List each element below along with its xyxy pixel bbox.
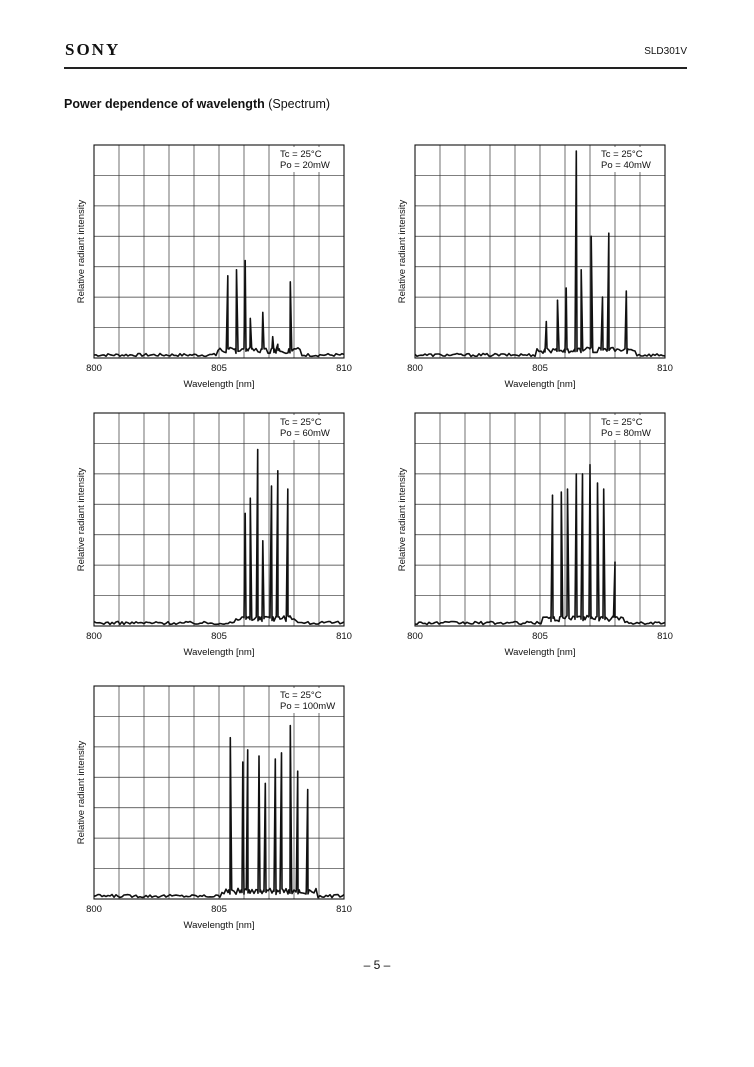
x-tick-label: 805: [532, 363, 548, 374]
spectrum-peak-807.9: [290, 725, 291, 726]
spectrum-peak-807: [589, 464, 590, 465]
spectrum-peak-806.3: [250, 498, 251, 499]
x-tick-label: 800: [86, 631, 102, 642]
chart-svg: [64, 681, 354, 931]
chart-svg: [385, 408, 675, 658]
spectrum-peak-808: [614, 562, 615, 563]
plot-grid: [94, 145, 344, 358]
spectrum-chart-80mw: [385, 408, 675, 658]
x-axis-label: Wavelength [nm]: [183, 920, 255, 931]
x-tick-label: 805: [211, 904, 227, 915]
spectrum-peak-806.1: [245, 513, 246, 514]
x-tick-label: 810: [336, 631, 352, 642]
spectrum-peak-806.5: [576, 151, 577, 152]
spectrum-peak-806.6: [257, 449, 258, 450]
spectrum-peak-807.6: [603, 489, 604, 490]
section-title-rest: (Spectrum): [264, 97, 331, 111]
spectrum-peak-807.3: [597, 482, 598, 483]
spectrum-peak-806.2: [247, 749, 248, 750]
spectrum-peak-806.1: [245, 260, 246, 261]
spectrum-peak-806.3: [250, 318, 251, 319]
y-axis-label: Relative radiant intensity: [397, 199, 408, 304]
condition-annotation: [276, 415, 340, 440]
spectrum-peak-805.3: [546, 321, 547, 322]
spectrum-peak-807.4: [277, 344, 278, 345]
chart-svg: [64, 140, 354, 390]
x-axis-label: Wavelength [nm]: [183, 647, 255, 658]
spectrum-chart-60mw: [64, 408, 354, 658]
spectrum-peak-805.5: [230, 737, 231, 738]
spectrum-peak-805.7: [557, 300, 558, 301]
annotation-line: Po = 100mW: [280, 701, 336, 712]
condition-annotation: [276, 147, 340, 172]
annotation-line: Po = 20mW: [280, 160, 330, 171]
x-tick-label: 805: [211, 631, 227, 642]
y-axis-label: Relative radiant intensity: [397, 467, 408, 572]
spectrum-peak-806.6: [258, 755, 259, 756]
x-tick-label: 810: [336, 363, 352, 374]
spectrum-peak-806.8: [262, 540, 263, 541]
spectrum-peak-806.9: [265, 783, 266, 784]
spectrum-chart-100mw: [64, 681, 354, 931]
spectrum-peak-807.4: [277, 470, 278, 471]
spectrum-peak-808.6: [307, 789, 308, 790]
page-header: [64, 38, 687, 68]
annotation-line: Po = 60mW: [280, 428, 330, 439]
annotation-line: Po = 80mW: [601, 428, 651, 439]
spectrum-chart-40mw: [385, 140, 675, 390]
spectrum-peak-806.1: [566, 287, 567, 288]
x-tick-label: 810: [657, 363, 673, 374]
condition-annotation: [597, 147, 661, 172]
x-tick-label: 800: [407, 631, 423, 642]
x-tick-label: 800: [407, 363, 423, 374]
y-axis-label: Relative radiant intensity: [76, 467, 87, 572]
spectrum-peak-806.5: [576, 473, 577, 474]
annotation-line: Tc = 25°C: [601, 417, 643, 428]
spectrum-peak-807.9: [290, 281, 291, 282]
sony-logo: SONY: [65, 40, 121, 59]
spectrum-peak-807.5: [602, 297, 603, 298]
condition-annotation: [276, 688, 340, 713]
spectrum-peak-807.8: [608, 233, 609, 234]
x-tick-label: 810: [657, 631, 673, 642]
spectrum-peak-807.8: [287, 489, 288, 490]
spectrum-peak-805.5: [552, 495, 553, 496]
spectrum-peak-805.4: [227, 275, 228, 276]
plot-grid: [415, 145, 665, 358]
section-title-bold: Power dependence of wavelength: [64, 97, 265, 111]
spectrum-peak-807.1: [591, 236, 592, 237]
spectrum-chart-20mw: [64, 140, 354, 390]
spectrum-peak-808.2: [297, 771, 298, 772]
x-tick-label: 810: [336, 904, 352, 915]
annotation-line: Po = 40mW: [601, 160, 651, 171]
spectrum-peak-806: [242, 762, 243, 763]
x-axis-label: Wavelength [nm]: [504, 379, 576, 390]
condition-annotation: [597, 415, 661, 440]
y-axis-label: Relative radiant intensity: [76, 740, 87, 845]
spectrum-peak-805.9: [561, 492, 562, 493]
spectrum-peak-807.1: [271, 485, 272, 486]
annotation-line: Tc = 25°C: [280, 149, 322, 160]
plot-grid: [94, 413, 344, 626]
page-number: – 5 –: [363, 958, 391, 972]
spectrum-peak-806.7: [582, 473, 583, 474]
spectrum-peak-807.3: [275, 758, 276, 759]
x-tick-label: 805: [532, 631, 548, 642]
annotation-line: Tc = 25°C: [280, 690, 322, 701]
spectrum-peak-808.5: [626, 291, 627, 292]
x-tick-label: 800: [86, 363, 102, 374]
x-axis-label: Wavelength [nm]: [183, 379, 255, 390]
spectrum-peak-807.2: [272, 336, 273, 337]
y-axis-label: Relative radiant intensity: [76, 199, 87, 304]
x-tick-label: 805: [211, 363, 227, 374]
chart-svg: [385, 140, 675, 390]
section-title: [64, 97, 330, 111]
header-rule: [64, 67, 687, 69]
spectrum-peak-806.8: [262, 312, 263, 313]
x-axis-label: Wavelength [nm]: [504, 647, 576, 658]
spectrum-peak-806.1: [567, 489, 568, 490]
annotation-line: Tc = 25°C: [280, 417, 322, 428]
spectrum-peak-806.7: [581, 269, 582, 270]
spectrum-peak-807.5: [281, 752, 282, 753]
plot-grid: [415, 413, 665, 626]
x-tick-label: 800: [86, 904, 102, 915]
document-id: SLD301V: [644, 46, 687, 57]
chart-svg: [64, 408, 354, 658]
spectrum-peak-805.7: [236, 269, 237, 270]
annotation-line: Tc = 25°C: [601, 149, 643, 160]
